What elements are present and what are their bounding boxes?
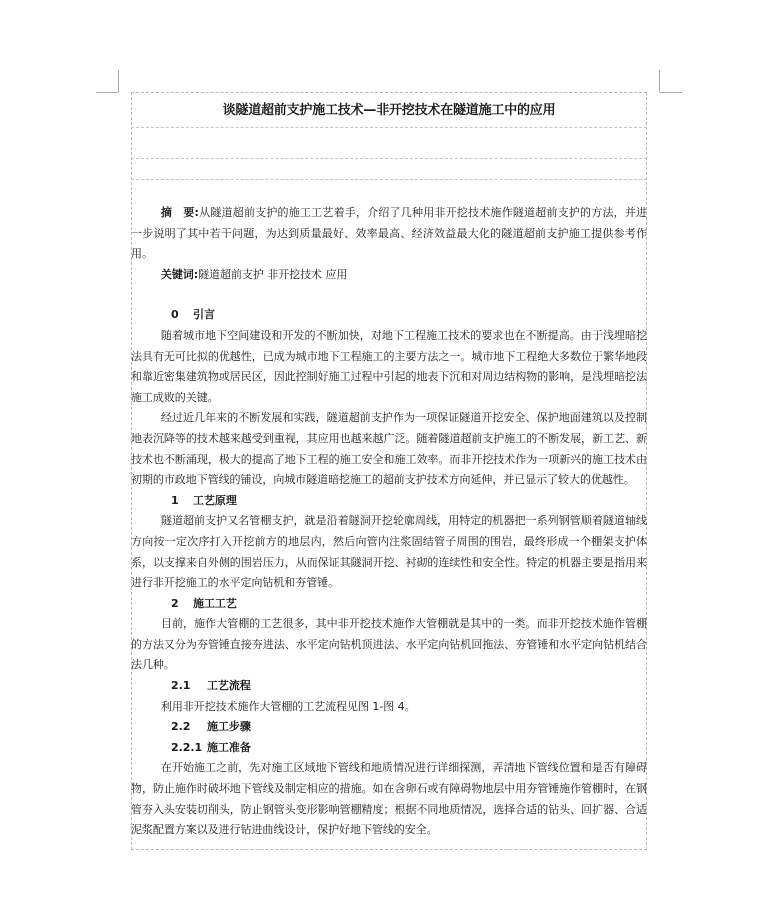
section-title: 施工准备 bbox=[207, 740, 251, 754]
paragraph: 在开始施工之前，先对施工区域地下管线和地质情况进行详细探测，弄清地下管线位置和是否有障碍物，防止施作时破坏地下管线及制定相应的措施。如在含卵石或有障碍物地层中用夯管锤施作管棚时，在钢管夯入头安装切削头，防止钢管头变形影响管棚精度；根据不同地质情况，选择合适的钻头、回扩器、合适泥浆配置方案以及进行钻进曲线设计，保护好地下管线的安全。 bbox=[131, 761, 647, 837]
section-title: 施工步骤 bbox=[207, 720, 251, 734]
document-body bbox=[131, 203, 647, 841]
keywords-text: 隧道超前支护 非开挖技术 应用 bbox=[198, 267, 348, 281]
keywords bbox=[131, 265, 647, 286]
keywords-label: 关键词: bbox=[160, 267, 199, 281]
header-guide-line bbox=[131, 179, 647, 180]
header-guide-line bbox=[131, 158, 647, 159]
section-heading-2-1 bbox=[131, 676, 647, 697]
section-heading-0 bbox=[131, 305, 647, 326]
paragraph: 经过近几年来的不断发展和实践，隧道超前支护作为一项保证隧道开挖安全、保护地面建筑以及控制地表沉降等的技术越来越受到重视，其应用也越来越广泛。随着隧道超前支护施工的不断发展，新工艺、新技术也不断涌现，极大的提高了地下工程的施工安全和施工效率。而非开挖技术作为一项新兴的施工技术由初期的市政地下管线的铺设，向城市隧道暗挖施工的超前支护技术方向延伸，并已显示了较大的优越性。 bbox=[131, 411, 647, 487]
crop-mark bbox=[659, 70, 660, 92]
section-heading-2 bbox=[131, 594, 647, 615]
abstract-text: 从隧道超前支护的施工工艺着手，介绍了几种用非开挖技术施作隧道超前支护的方法，并进一步说明了其中若干问题，为达到质量最好、效率最高、经济效益最大化的隧道超前支护施工提供参考作用。 bbox=[131, 206, 648, 261]
section-title: 工艺原理 bbox=[193, 493, 237, 507]
section-number: 0 bbox=[171, 308, 179, 322]
section-heading-1 bbox=[131, 491, 647, 512]
document-title: 谈隧道超前支护施工技术—非开挖技术在隧道施工中的应用 bbox=[222, 103, 556, 118]
section-heading-2-2 bbox=[131, 717, 647, 738]
crop-mark bbox=[118, 70, 119, 92]
section-number: 2.2 bbox=[171, 720, 191, 734]
header-guide-line bbox=[131, 127, 647, 128]
section-number: 2.2.1 bbox=[171, 740, 203, 754]
abstract bbox=[131, 203, 647, 265]
section-heading-2-2-1 bbox=[131, 738, 647, 759]
section-title: 引言 bbox=[193, 308, 215, 322]
spacer bbox=[131, 285, 647, 305]
crop-mark bbox=[660, 92, 682, 93]
section-number: 1 bbox=[171, 493, 179, 507]
paragraph: 随着城市地下空间建设和开发的不断加快，对地下工程施工技术的要求也在不断提高。由于浅埋暗挖法具有无可比拟的优越性，已成为城市地下工程施工的主要方法之一。城市地下工程绝大多数位于繁华地段和靠近密集建筑物或居民区，因此控制好施工过程中引起的地表下沉和对周边结构物的影响，是浅埋暗挖法施工成败的关键。 bbox=[131, 328, 647, 404]
section-number: 2.1 bbox=[171, 679, 191, 693]
section-title: 施工工艺 bbox=[193, 596, 237, 610]
crop-mark bbox=[96, 92, 118, 93]
section-title: 工艺流程 bbox=[207, 679, 251, 693]
paragraph: 目前，施作大管棚的工艺很多，其中非开挖技术施作大管棚就是其中的一类。而非开挖技术施作管棚的方法又分为夯管锤直接夯进法、水平定向钻机顶进法、水平定向钻机回拖法、夯管锤和水平定向钻机结合法几种。 bbox=[131, 617, 647, 672]
abstract-label: 摘 要: bbox=[160, 206, 199, 219]
paragraph: 利用非开挖技术施作大管棚的工艺流程见图 1-图 4。 bbox=[160, 699, 416, 713]
paragraph: 隧道超前支护又名管棚支护，就是沿着隧洞开挖轮廓周线，用特定的机器把一系列钢管顺着隧道轴线方向按一定次序打入开挖前方的地层内，然后向管内注浆固结管子周围的围岩，最终形成一个棚架支护体系，以支撑来自外侧的围岩压力，从而保证其隧洞开挖、衬砌的连续性和安全性。特定的机器主要是指用来进行非开挖施工的水平定向钻机和夯管锤。 bbox=[131, 514, 647, 590]
section-number: 2 bbox=[171, 596, 179, 610]
